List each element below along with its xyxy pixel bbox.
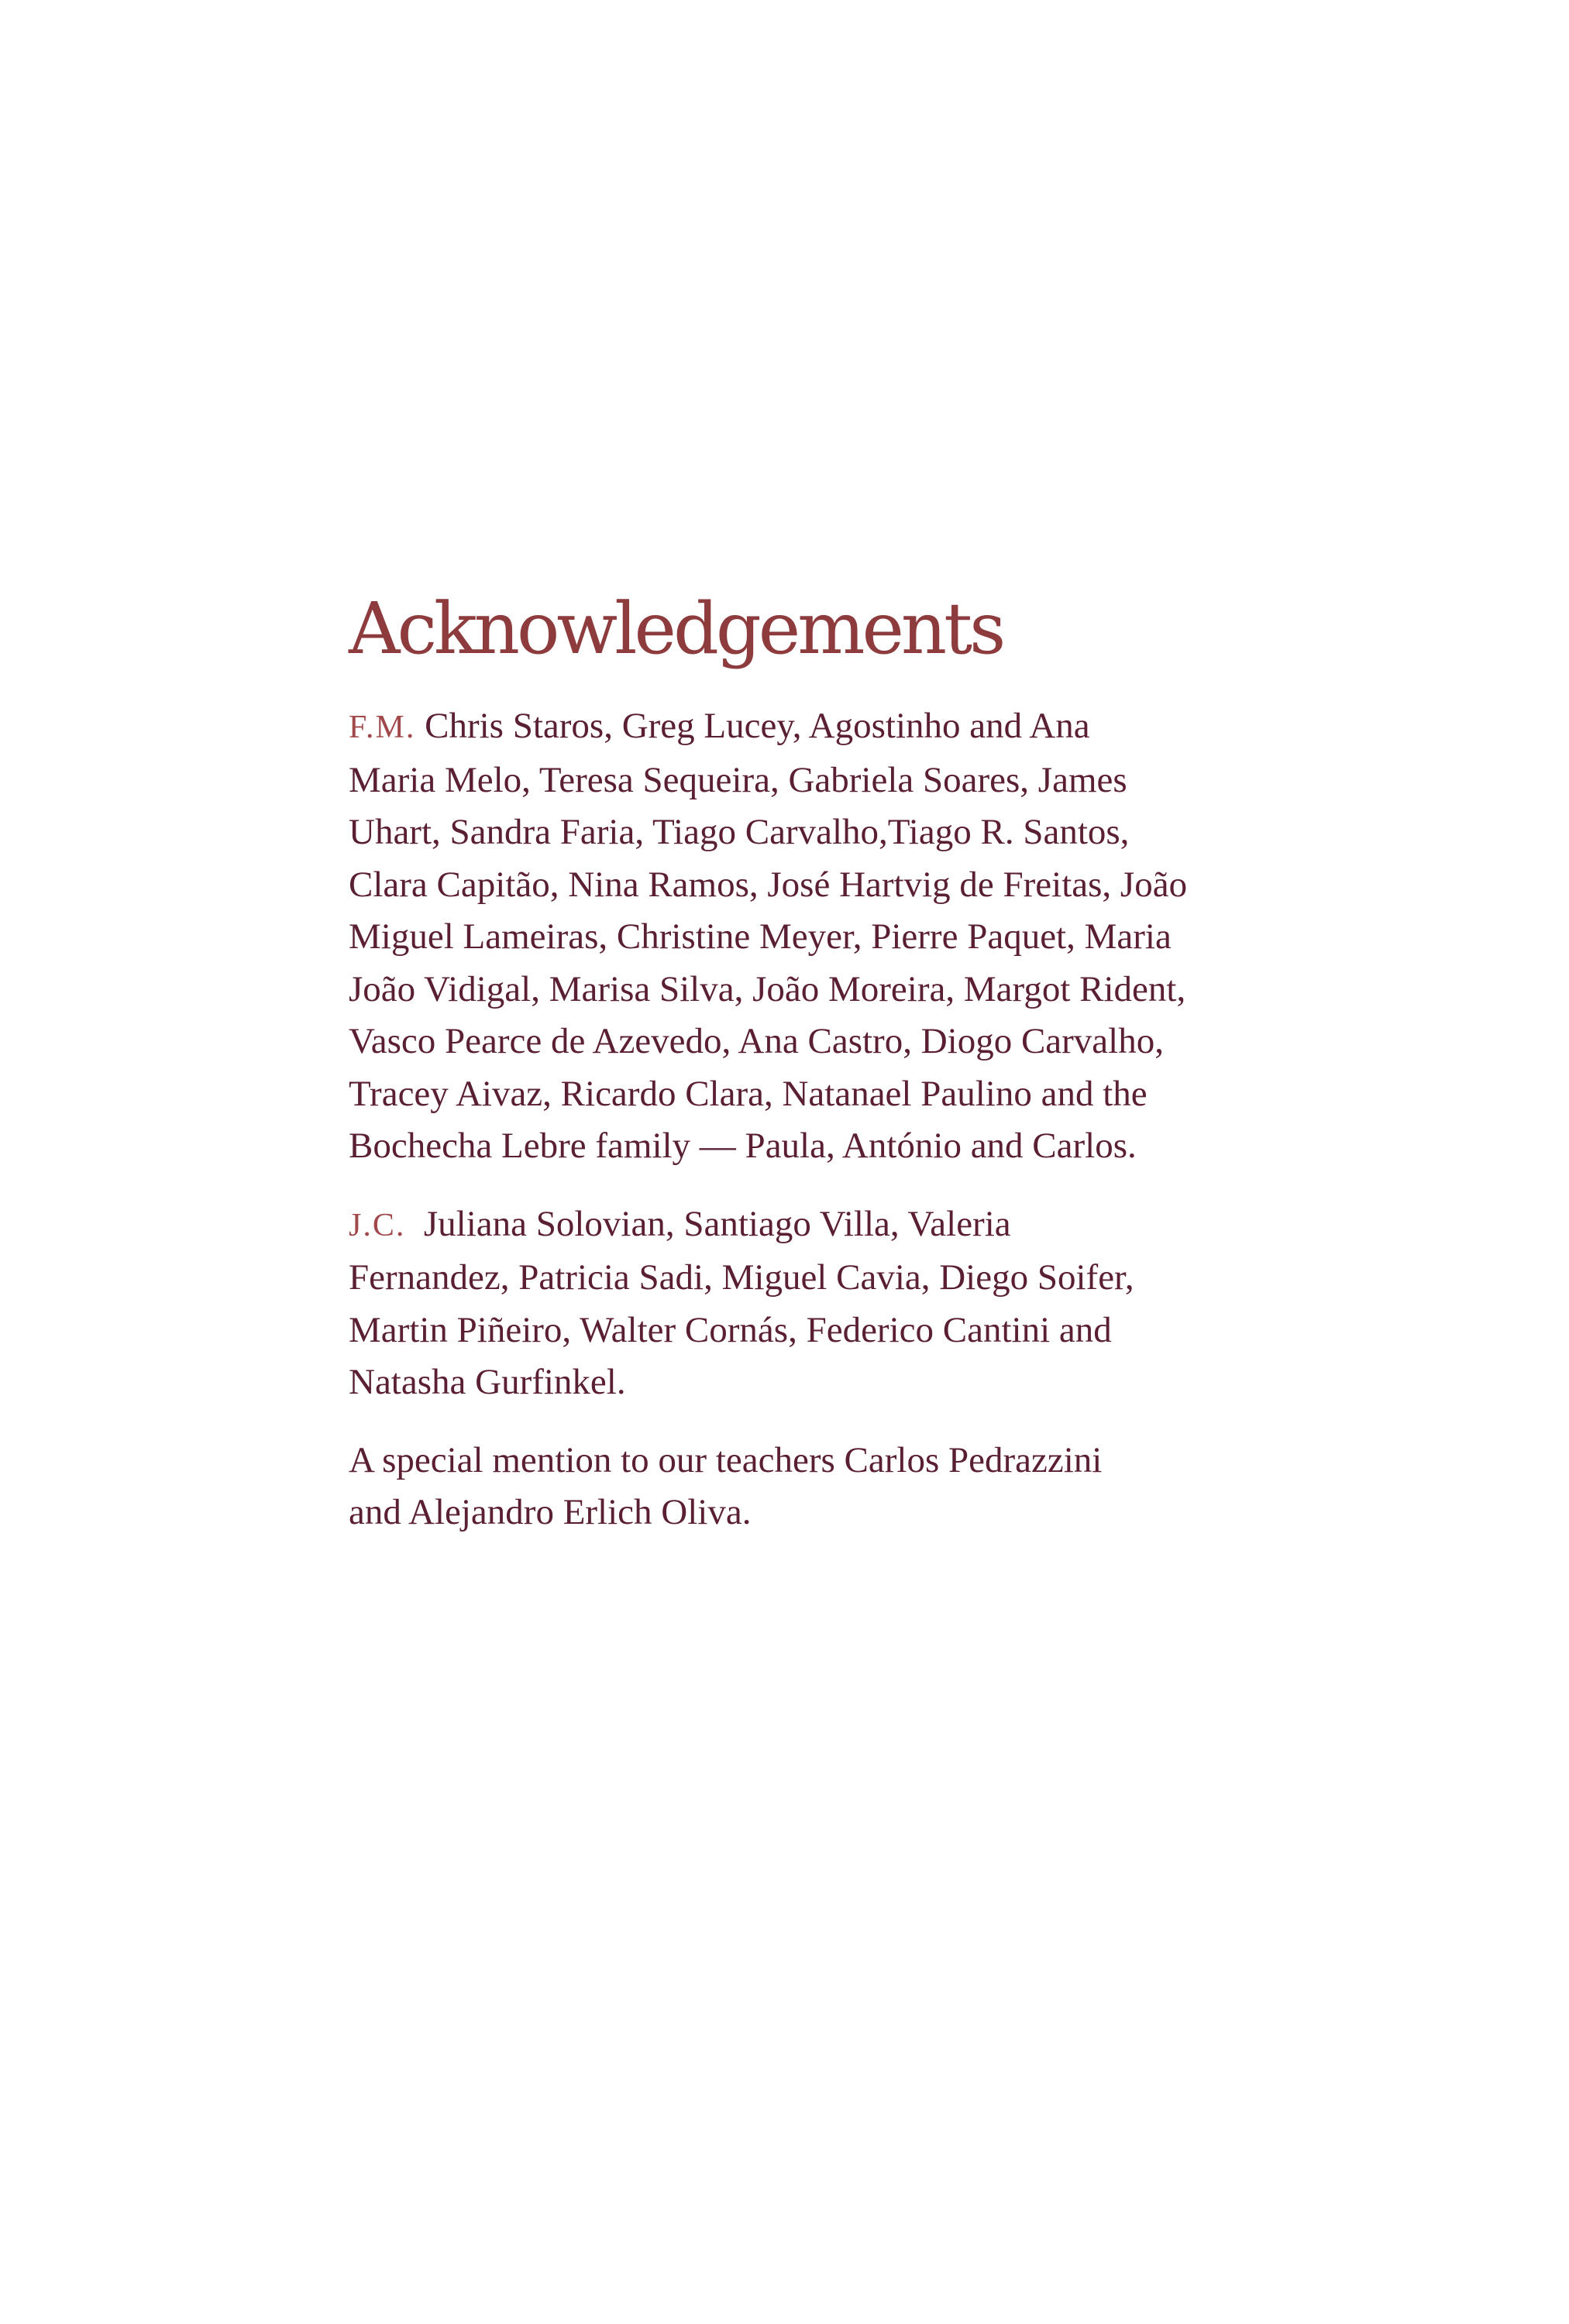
text-line: Fernandez, Patricia Sadi, Miguel Cavia, Diego Soifer, (349, 1257, 1134, 1298)
text-line: Tracey Aivaz, Ricardo Clara, Natanael Paulino and the (349, 1073, 1148, 1114)
text-line: Martin Piñeiro, Walter Cornás, Federico Cantini and (349, 1309, 1112, 1350)
text-line: João Vidigal, Marisa Silva, João Moreira, Margot Rident, (349, 968, 1186, 1009)
text-line: Vasco Pearce de Azevedo, Ana Castro, Diogo Carvalho, (349, 1021, 1164, 1061)
page-title: Acknowledgements (349, 587, 1003, 670)
special-mention-paragraph (349, 1435, 1263, 1539)
text-line (349, 1198, 1263, 1253)
line-text: Juliana Solovian, Santiago Villa, Valeria (423, 1203, 1011, 1244)
text-line: Bochecha Lebre family — Paula, António and Carlos. (349, 1126, 1137, 1166)
text-line: Miguel Lameiras, Christine Meyer, Pierre Paquet, Maria (349, 916, 1172, 957)
acknowledgement-paragraph-fm (349, 700, 1263, 1173)
text-line (349, 700, 1263, 755)
text-line: A special mention to our teachers Carlos Pedrazzini (349, 1439, 1103, 1480)
text-line: Maria Melo, Teresa Sequeira, Gabriela Soares, James (349, 759, 1127, 800)
acknowledgement-paragraph-jc (349, 1198, 1263, 1409)
text-line: Natasha Gurfinkel. (349, 1362, 626, 1402)
author-initials: J.C. (349, 1207, 406, 1243)
text-line: and Alejandro Erlich Oliva. (349, 1492, 752, 1532)
text-line: Uhart, Sandra Faria, Tiago Carvalho,Tiago R. Santos, (349, 812, 1130, 852)
acknowledgements-section (349, 586, 1263, 1539)
author-initials: F.M. (349, 710, 416, 745)
text-line: Clara Capitão, Nina Ramos, José Hartvig de Freitas, João (349, 864, 1188, 905)
line-text: Chris Staros, Greg Lucey, Agostinho and Ana (425, 706, 1090, 746)
